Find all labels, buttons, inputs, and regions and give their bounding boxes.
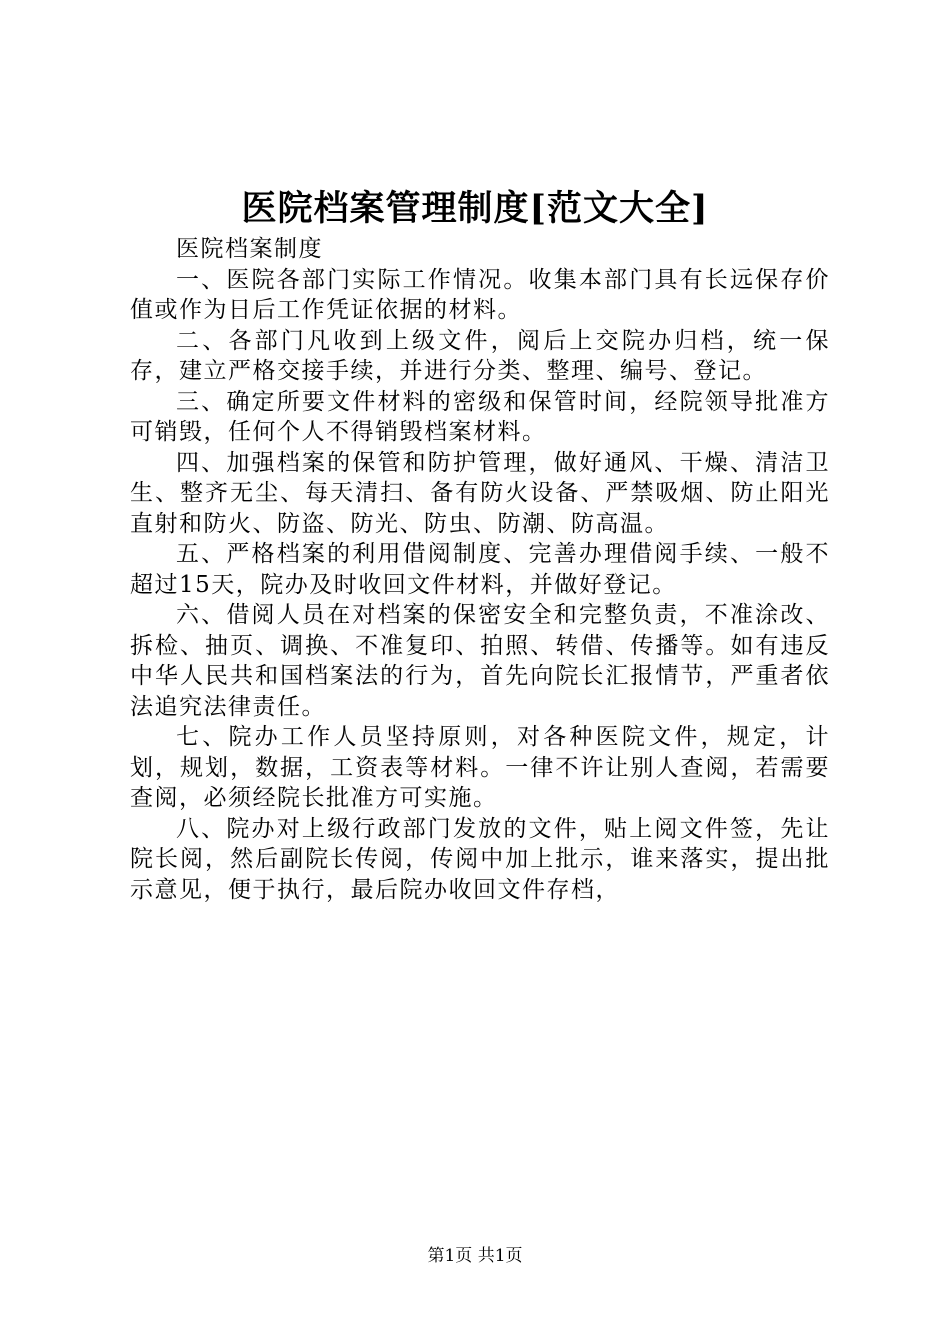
paragraph-item-2: 二、各部门凡收到上级文件，阅后上交院办归档，统一保存，建立严格交接手续，并进行分类、整理、编号、登记。	[130, 327, 830, 384]
paragraph-item-6: 六、借阅人员在对档案的保密安全和完整负责，不准涂改、拆检、抽页、调换、不准复印、拍照、转借、传播等。如有违反中华人民共和国档案法的行为，首先向院长汇报情节，严重者依法追究法律责任。	[130, 602, 830, 720]
page-footer: 第1页 共1页	[427, 1246, 523, 1266]
paragraph-item-5: 五、严格档案的利用借阅制度、完善办理借阅手续、一般不超过15天，院办及时收回文件材料，并做好登记。	[130, 541, 830, 598]
paragraph-item-7: 七、院办工作人员坚持原则，对各种医院文件，规定，计划，规划，数据，工资表等材料。一律不许让别人查阅，若需要查阅，必须经院长批准方可实施。	[130, 724, 830, 811]
paragraph-heading: 医院档案制度	[176, 236, 323, 262]
paragraph-item-8: 八、院办对上级行政部门发放的文件，贴上阅文件签，先让院长阅，然后副院长传阅，传阅中加上批示，谁来落实，提出批示意见，便于执行，最后院办收回文件存档，	[130, 815, 830, 903]
page-title: 医院档案管理制度[范文大全]	[241, 188, 709, 229]
paragraph-item-3: 三、确定所要文件材料的密级和保管时间，经院领导批准方可销毁，任何个人不得销毁档案材料。	[130, 388, 830, 445]
paragraph-item-4: 四、加强档案的保管和防护管理，做好通风、干燥、清洁卫生、整齐无尘、每天清扫、备有防火设备、严禁吸烟、防止阳光直射和防火、防盗、防光、防虫、防潮、防高温。	[130, 449, 830, 537]
document-body	[130, 234, 830, 905]
paragraph-item-1: 一、医院各部门实际工作情况。收集本部门具有长远保存价值或作为日后工作凭证依据的材料。	[130, 266, 830, 323]
